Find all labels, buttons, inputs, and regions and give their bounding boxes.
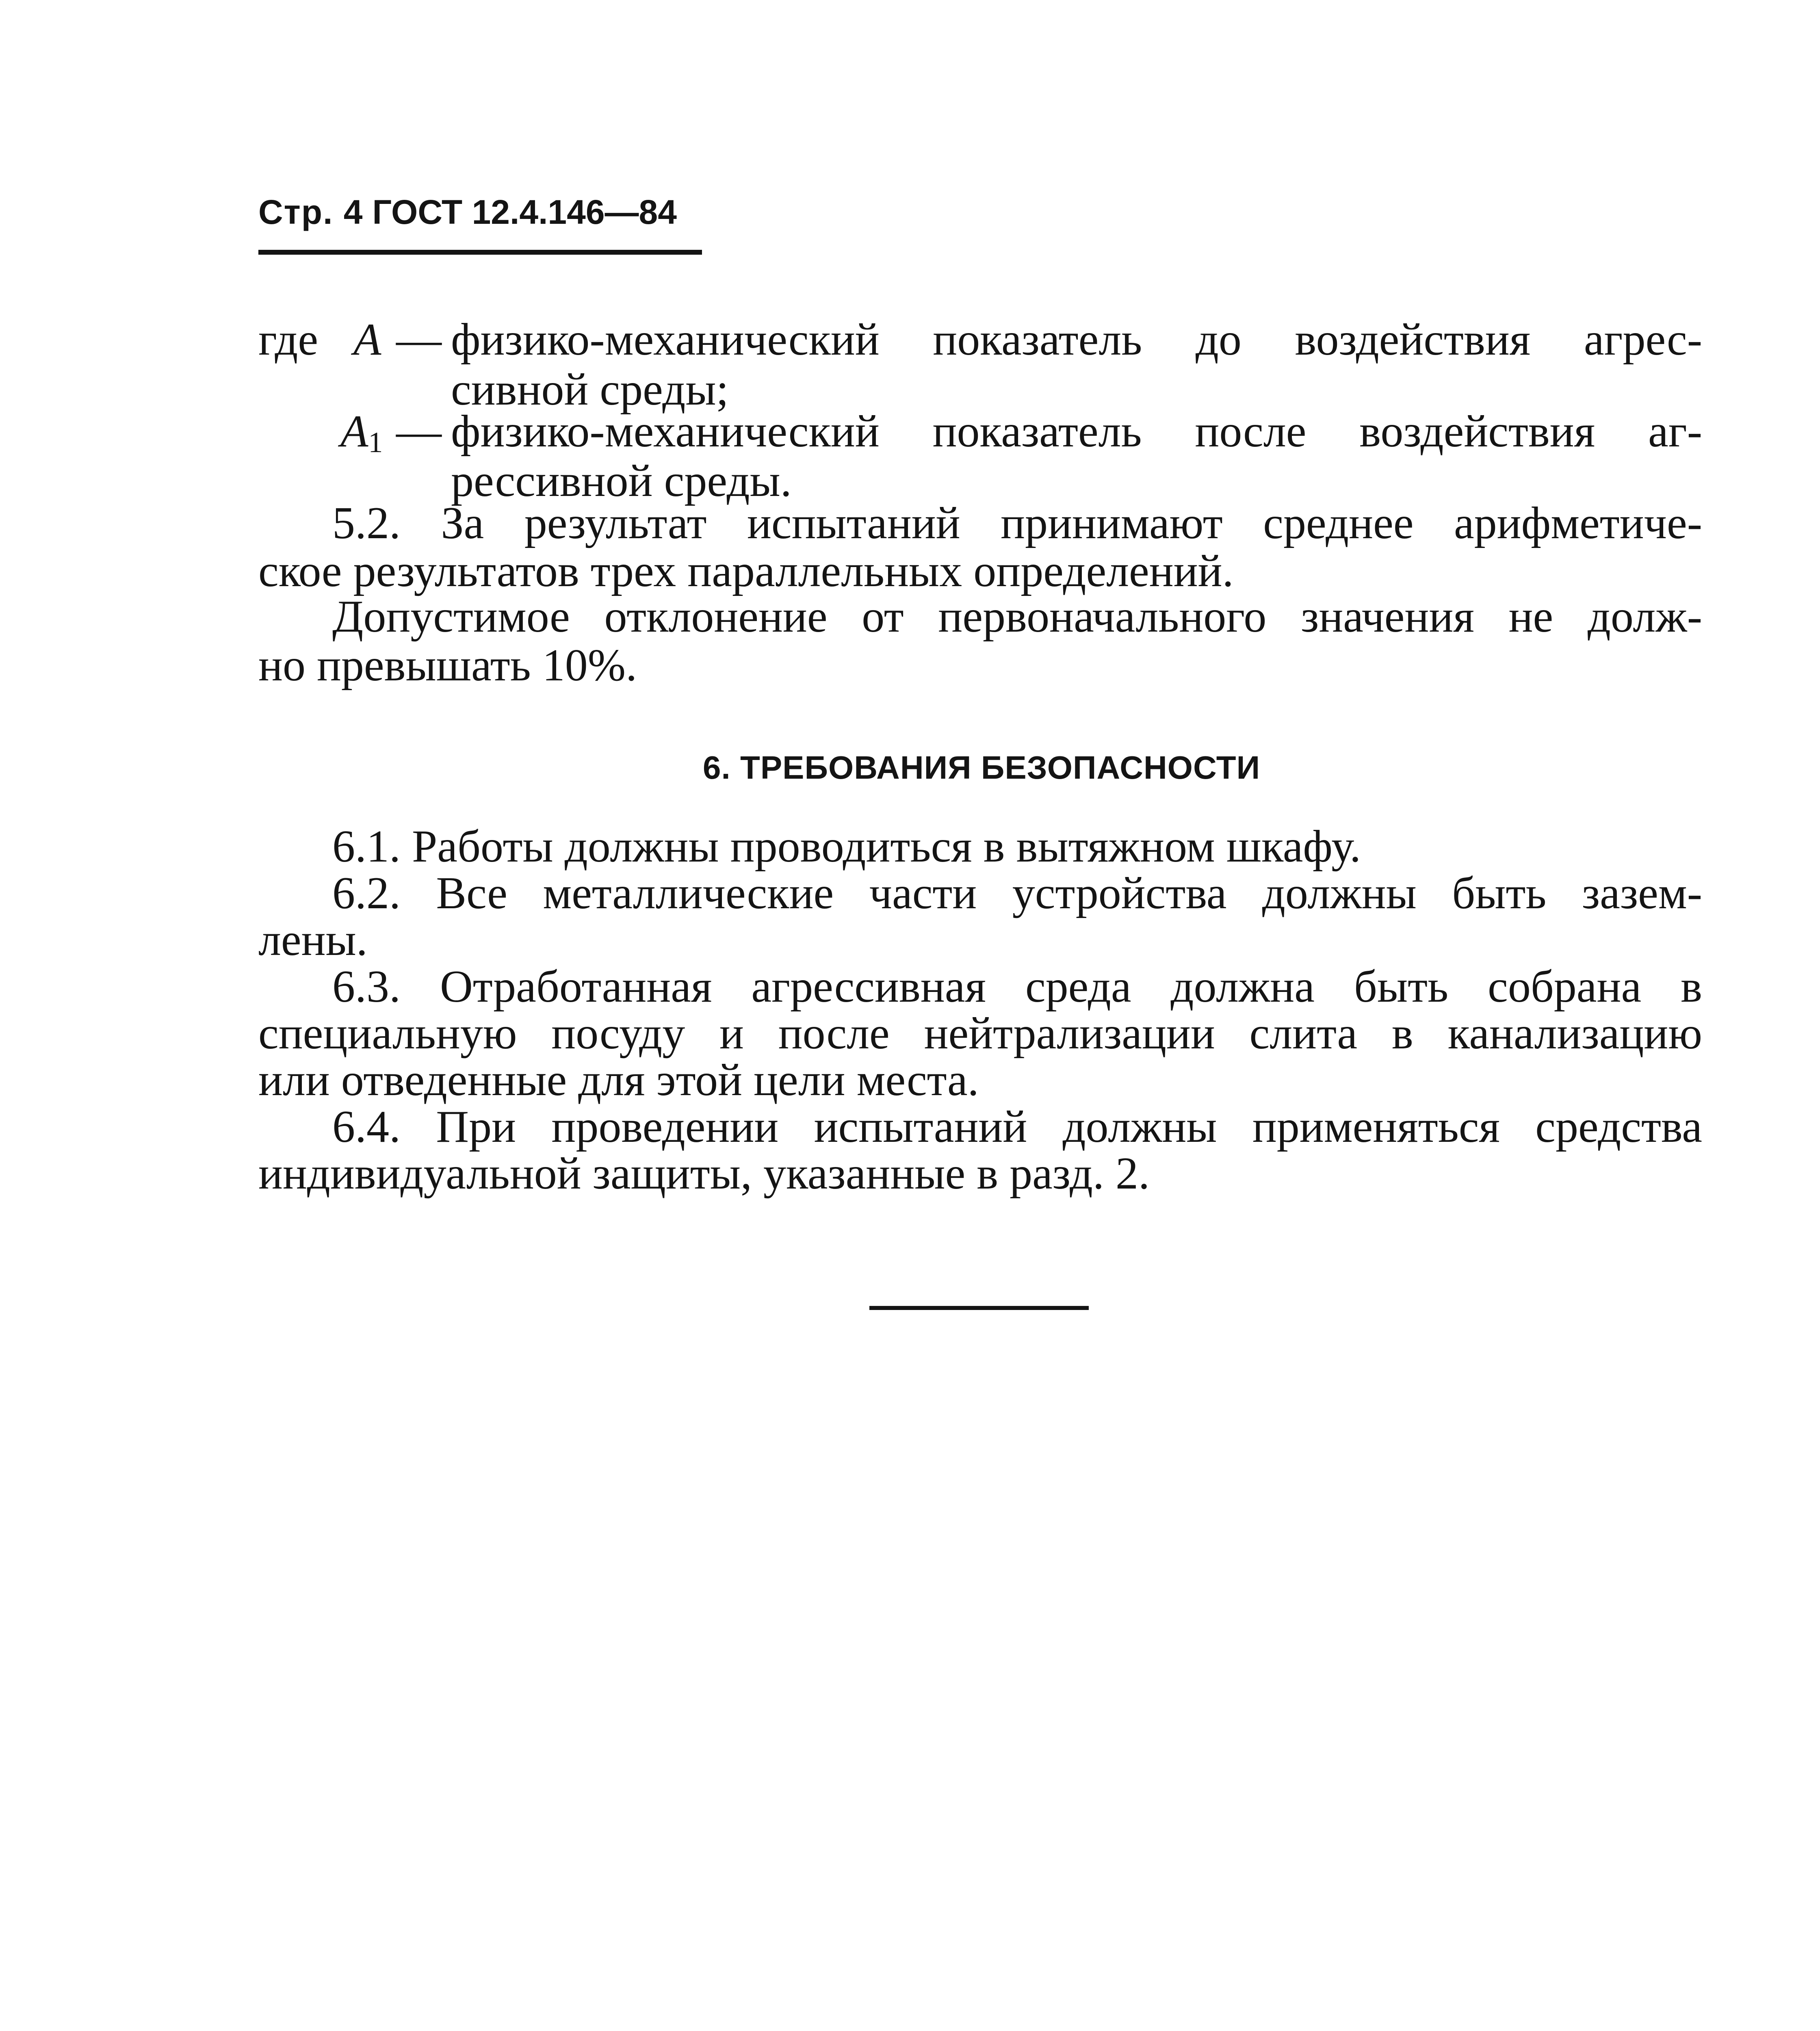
p6-3-line2: специальную посуду и после нейтрализации слита в канализацию [258,1008,1702,1059]
p6-4-line2: индивидуальной защиты, указанные в разд. 2. [258,1148,1150,1199]
def-a1-line1: физико-механический показатель после воздействия аг- [451,406,1702,457]
p6-1: 6.1. Работы должны проводиться в вытяжном шкафу. [332,821,1361,872]
header-rule [258,250,702,255]
p5-2-line1: 5.2. За результат испытаний принимают среднее арифметиче- [332,498,1702,548]
def-a1-line2: рессивной среды. [451,456,792,506]
p6-2-line1: 6.2. Все металлические части устройства должны быть зазем- [332,868,1702,918]
page-number: Стр. 4 [258,193,364,231]
dash-a1: — [396,406,442,457]
term-a1: $A_1$ [340,406,383,459]
term-a: A [353,314,381,365]
def-a-line1: физико-механический показатель до воздействия агрес- [451,314,1702,365]
def-a-line2: сивной среды; [451,364,729,415]
end-rule [869,1306,1089,1310]
tolerance-line1: Допустимое отклонение от первоначального значения не долж- [332,591,1702,642]
section-title: 6. ТРЕБОВАНИЯ БЕЗОПАСНОСТИ [703,749,1261,786]
where-word: где [258,314,318,365]
tolerance-line2: но превышать 10%. [258,640,637,691]
p5-2-line2: ское результатов трех параллельных определений. [258,546,1234,596]
dash-a: — [396,314,442,365]
p6-4-line1: 6.4. При проведении испытаний должны применяться средства [332,1102,1702,1152]
standard-code: ГОСТ 12.4.146—84 [372,193,677,231]
page-header [258,195,677,229]
p6-2-line2: лены. [258,915,368,965]
p6-3-line1: 6.3. Отработанная агрессивная среда должна быть собрана в [332,961,1702,1012]
p6-3-line3: или отведенные для этой цели места. [258,1055,979,1105]
